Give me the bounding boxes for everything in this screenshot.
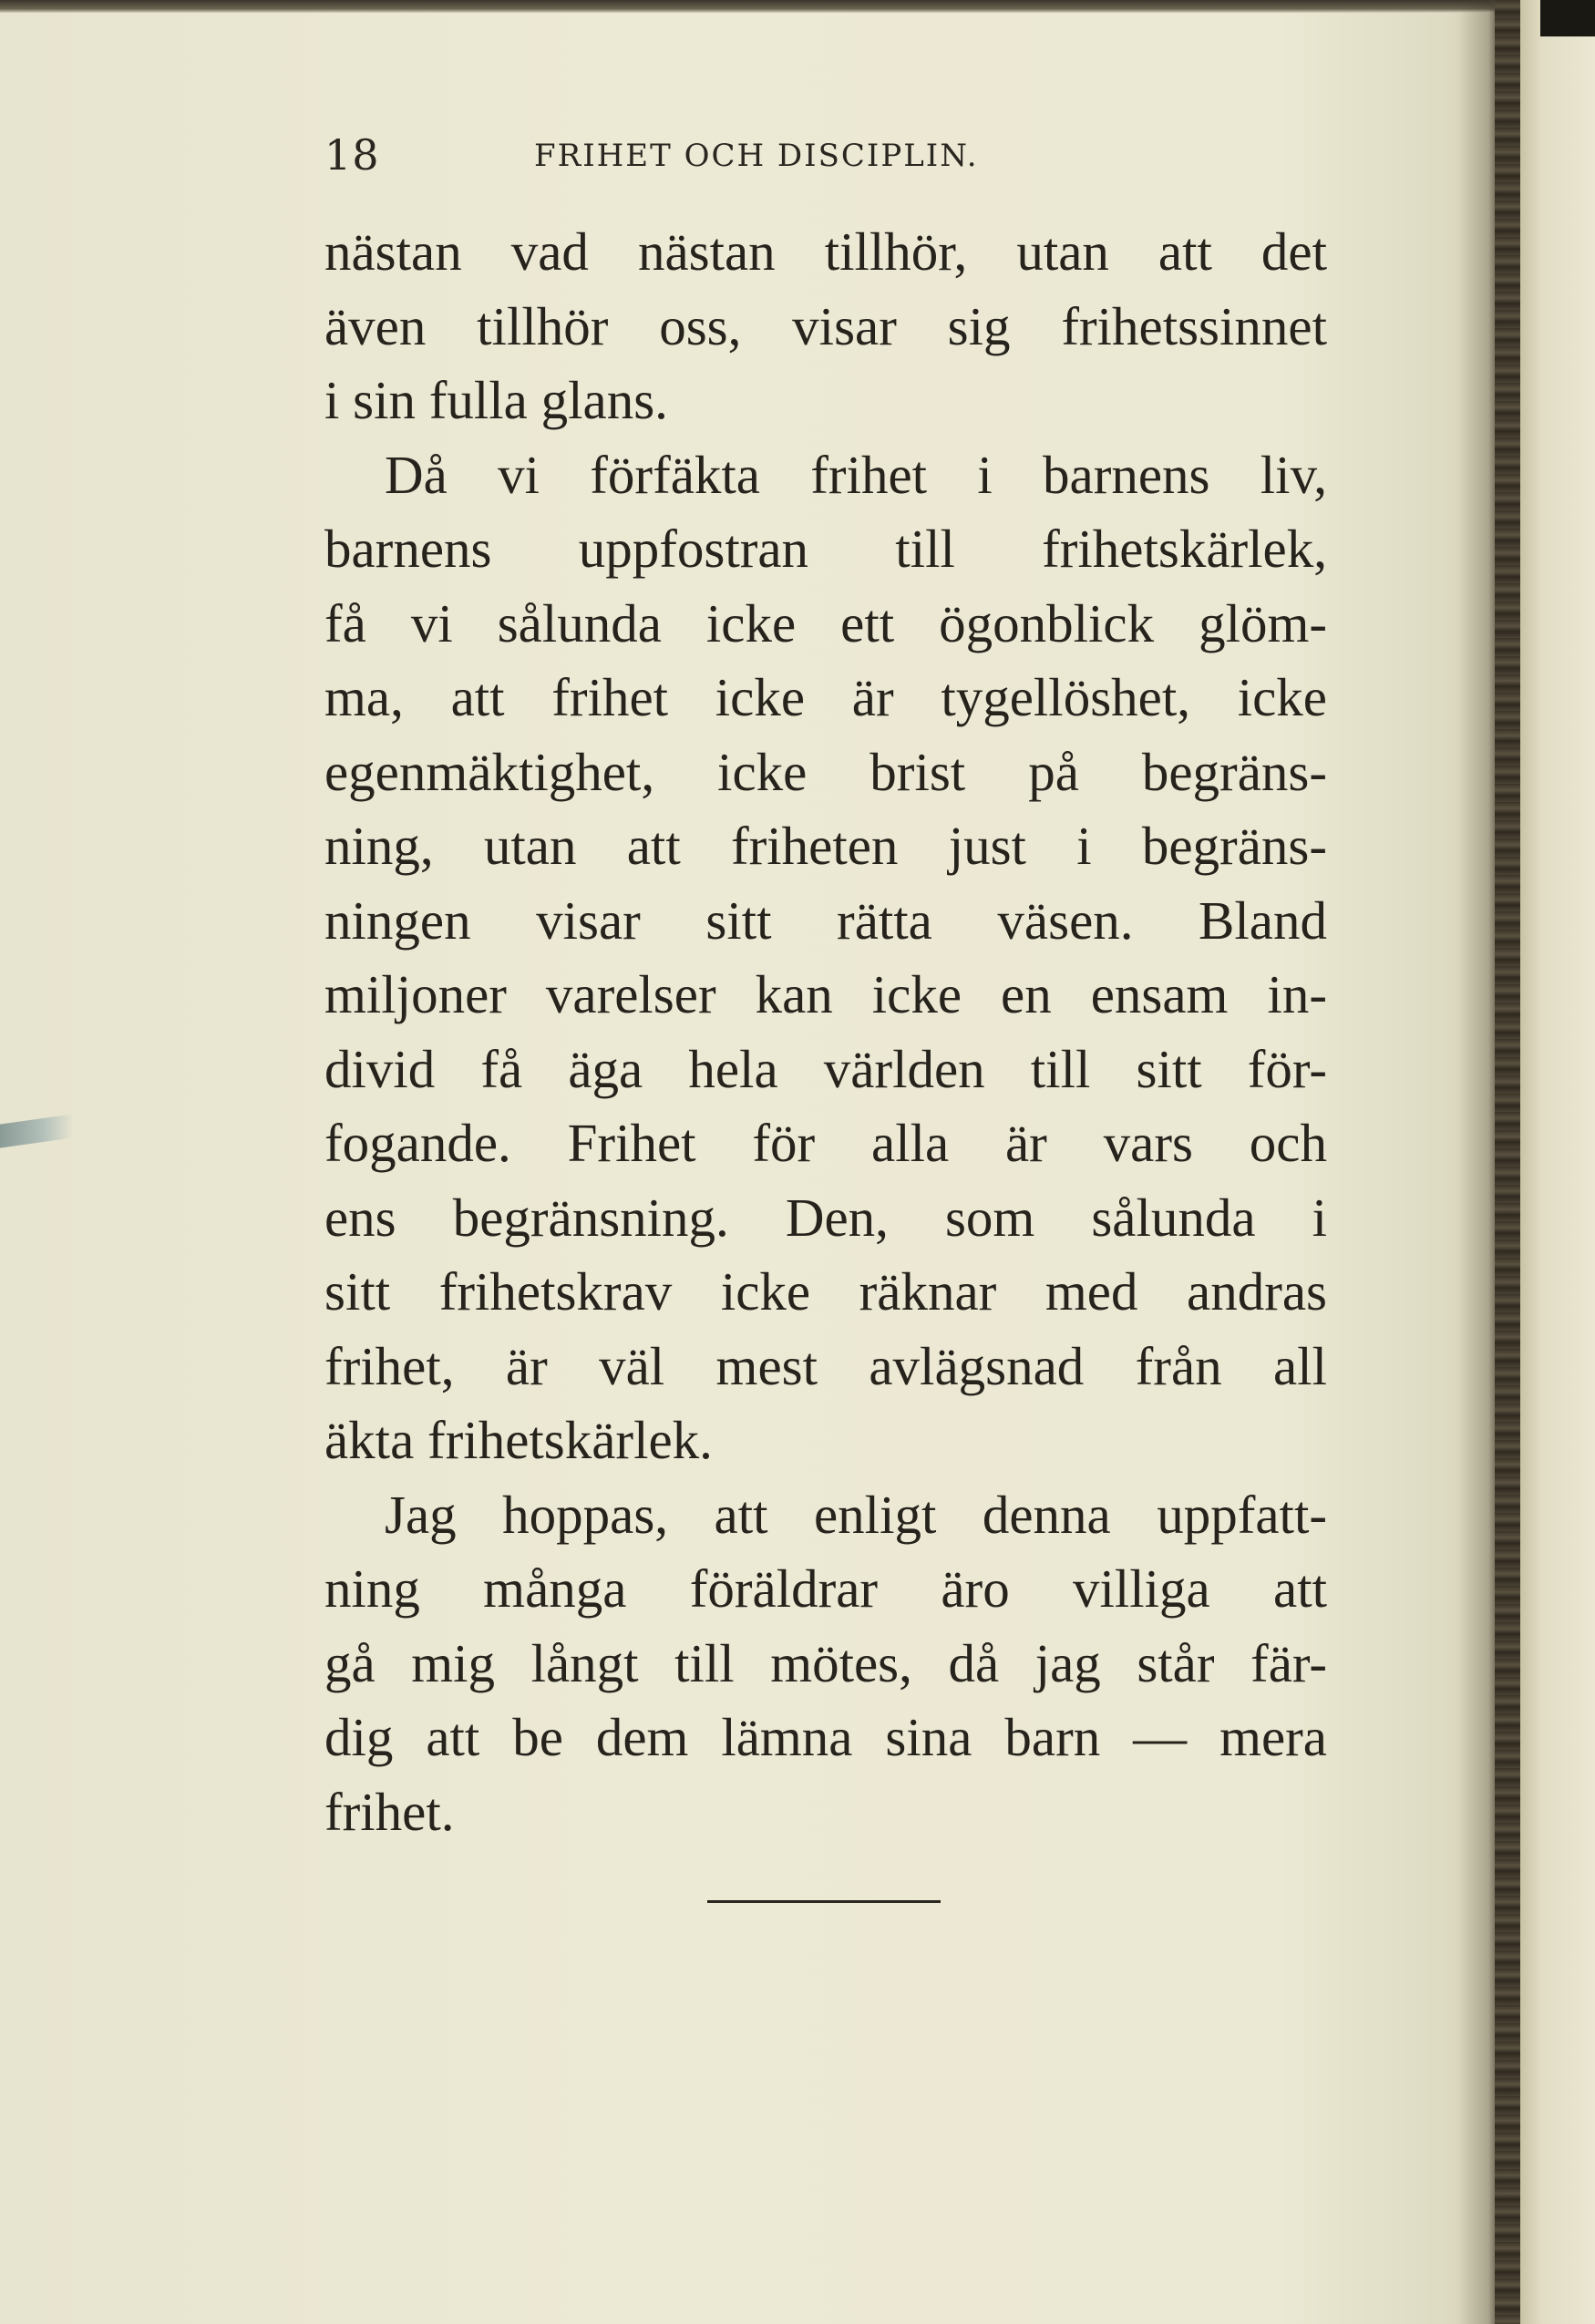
scan-background-corner bbox=[1540, 0, 1595, 36]
text-line: egenmäktighet, icke brist på begräns- bbox=[324, 741, 1327, 802]
text-line: gå mig långt till mötes, då jag står fär- bbox=[324, 1632, 1327, 1693]
text-line: äkta frihetskärlek. bbox=[324, 1410, 713, 1470]
facing-page-edge bbox=[1520, 0, 1595, 2324]
text-line: nästan vad nästan tillhör, utan att det bbox=[324, 221, 1327, 282]
text-line: ens begränsning. Den, som sålunda i bbox=[324, 1187, 1327, 1248]
text-line: fogande. Frihet för alla är vars och bbox=[324, 1113, 1327, 1173]
book-spine bbox=[1495, 0, 1520, 2324]
text-line: ning många föräldrar äro villiga att bbox=[324, 1558, 1327, 1619]
text-line: Då vi förfäkta frihet i barnens liv, bbox=[385, 444, 1327, 505]
text-line: frihet. bbox=[324, 1781, 455, 1842]
text-line: ningen visar sitt rätta väsen. Bland bbox=[324, 889, 1327, 951]
text-line: sitt frihetskrav icke räknar med andras bbox=[324, 1261, 1327, 1321]
section-end-rule bbox=[707, 1900, 941, 1903]
text-line: divid få äga hela världen till sitt för- bbox=[324, 1038, 1327, 1099]
text-line: ma, att frihet icke är tygellöshet, icke bbox=[324, 667, 1327, 727]
page-header bbox=[324, 128, 1327, 182]
text-line: dig att be dem lämna sina barn — mera bbox=[324, 1707, 1327, 1767]
text-line: få vi sålunda icke ett ögonblick glöm- bbox=[324, 592, 1327, 653]
text-line: Jag hoppas, att enligt denna uppfatt- bbox=[385, 1484, 1327, 1545]
running-head: FRIHET OCH DISCIPLIN. bbox=[534, 138, 979, 174]
text-line: ning, utan att friheten just i begräns- bbox=[324, 816, 1327, 876]
text-line: barnens uppfostran till frihetskärlek, bbox=[324, 519, 1327, 579]
text-line: i sin fulla glans. bbox=[324, 370, 668, 430]
text-line: frihet, är väl mest avlägsnad från all bbox=[324, 1335, 1327, 1396]
text-line: miljoner varelser kan icke en ensam in- bbox=[324, 964, 1327, 1024]
page-top-edge bbox=[0, 0, 1513, 13]
page-number: 18 bbox=[324, 130, 380, 180]
body-text bbox=[324, 215, 1327, 1849]
text-line: även tillhör oss, visar sig frihetssinnet bbox=[324, 295, 1327, 356]
